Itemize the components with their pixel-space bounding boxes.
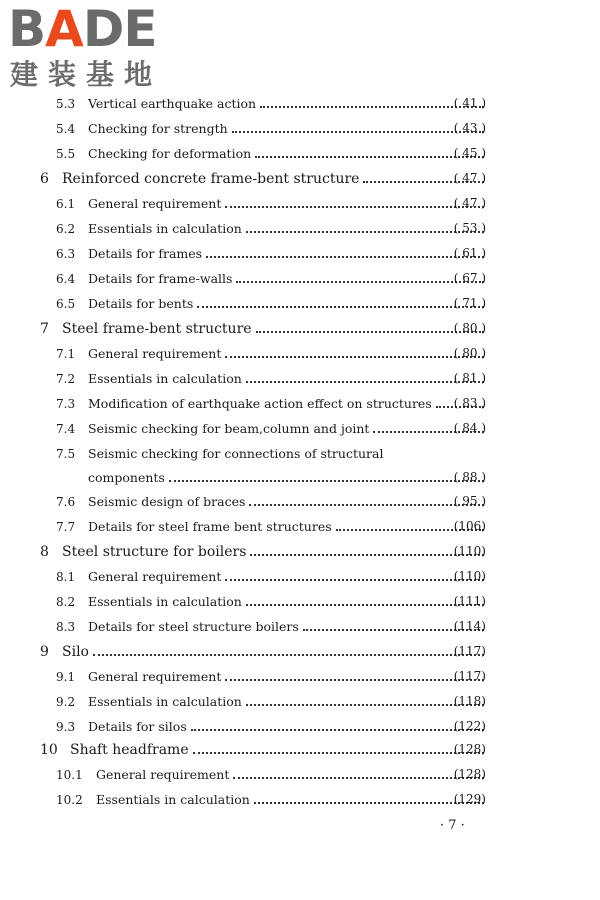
toc-entry-number: 7.7 bbox=[56, 520, 76, 534]
toc-entry-number: 9.2 bbox=[56, 695, 76, 709]
toc-entry-title: Steel frame-bent structure bbox=[62, 321, 252, 337]
toc-entry-page: (114) bbox=[453, 619, 486, 633]
toc-entry-title: Seismic checking for beam,column and joint bbox=[88, 421, 370, 436]
toc-entry-page: ( 84 ) bbox=[453, 421, 486, 435]
toc-entry-page: ( 80 ) bbox=[453, 321, 486, 335]
toc-entry[interactable] bbox=[0, 196, 600, 211]
toc-entry-title: Details for frame-walls bbox=[88, 271, 233, 286]
toc-entry-title: Seismic checking for connections of structural bbox=[88, 446, 384, 461]
toc-entry-page: ( 95 ) bbox=[453, 494, 486, 508]
toc-entry[interactable] bbox=[0, 221, 600, 236]
toc-entry-page: (106) bbox=[453, 519, 486, 533]
toc-entry-page: ( 83 ) bbox=[453, 396, 486, 410]
toc-entry[interactable] bbox=[0, 296, 600, 311]
toc-entry-number: 7.5 bbox=[56, 447, 76, 461]
toc-entry-number: 8.3 bbox=[56, 620, 76, 634]
toc-entry-page: ( 67 ) bbox=[453, 271, 486, 285]
toc-entry-page: ( 45 ) bbox=[453, 146, 486, 160]
toc-entry-page: (118) bbox=[453, 694, 486, 708]
toc-entry-number: 6.1 bbox=[56, 197, 76, 211]
toc-entry[interactable] bbox=[0, 421, 600, 436]
toc-entry[interactable] bbox=[0, 446, 600, 461]
toc-entry-title: Details for frames bbox=[88, 246, 203, 261]
leader-dots bbox=[169, 480, 484, 482]
logo-accent-letter: A bbox=[45, 0, 83, 58]
toc-entry-number: 9.3 bbox=[56, 720, 76, 734]
toc-entry-page: (129) bbox=[453, 792, 486, 806]
toc-entry-title: Vertical earthquake action bbox=[88, 96, 257, 111]
toc-entry[interactable] bbox=[0, 544, 600, 560]
leader-dots bbox=[93, 654, 484, 656]
toc-entry-number: 6 bbox=[40, 171, 49, 187]
toc-entry-continuation bbox=[0, 470, 600, 485]
toc-entry-number: 8 bbox=[40, 544, 49, 560]
toc-entry-number: 6.3 bbox=[56, 247, 76, 261]
toc-entry-number: 6.2 bbox=[56, 222, 76, 236]
toc-entry-title: General requirement bbox=[88, 196, 222, 211]
toc-entry-page: (110) bbox=[453, 569, 486, 583]
toc-entry-title: Seismic design of braces bbox=[88, 494, 246, 509]
toc-entry-title: Essentials in calculation bbox=[88, 221, 242, 236]
toc-entry-title: Checking for deformation bbox=[88, 146, 252, 161]
toc-entry[interactable] bbox=[0, 96, 600, 111]
toc-entry-number: 6.5 bbox=[56, 297, 76, 311]
toc-entry-number: 8.2 bbox=[56, 595, 76, 609]
toc-entry-title: General requirement bbox=[88, 346, 222, 361]
toc-entry-page: ( 71 ) bbox=[453, 296, 486, 310]
toc-entry-number: 9 bbox=[40, 644, 49, 660]
toc-entry-title: Details for steel frame bent structures bbox=[88, 519, 332, 534]
toc-entry[interactable] bbox=[0, 619, 600, 634]
logo-letters-1: B bbox=[8, 0, 46, 58]
toc-entry[interactable] bbox=[0, 271, 600, 286]
toc-entry-number: 10.2 bbox=[56, 793, 83, 807]
toc-entry-page: (128) bbox=[453, 742, 486, 756]
toc-entry-title: Modification of earthquake action effect on structures bbox=[88, 396, 432, 411]
toc-entry-number: 6.4 bbox=[56, 272, 76, 286]
toc-entry[interactable] bbox=[0, 346, 600, 361]
toc-entry-title: Silo bbox=[62, 644, 89, 660]
toc-entry-page: (122) bbox=[453, 719, 486, 733]
toc-entry-page: (110) bbox=[453, 544, 486, 558]
toc-entry[interactable] bbox=[0, 669, 600, 684]
toc-entry[interactable] bbox=[0, 246, 600, 261]
toc-entry-number: 9.1 bbox=[56, 670, 76, 684]
toc-entry-title: Details for steel structure boilers bbox=[88, 619, 299, 634]
toc-entry-title: Essentials in calculation bbox=[88, 371, 242, 386]
toc-entry-number: 5.3 bbox=[56, 97, 76, 111]
toc-entry-number: 7.3 bbox=[56, 397, 76, 411]
logo-chinese-text: 建装基地 bbox=[10, 58, 163, 91]
toc-entry-number: 5.4 bbox=[56, 122, 76, 136]
toc-entry-title: General requirement bbox=[88, 669, 222, 684]
toc-entry-page: ( 80 ) bbox=[453, 346, 486, 360]
toc-entry-number: 7.4 bbox=[56, 422, 76, 436]
toc-entry-number: 10 bbox=[40, 742, 58, 758]
toc-entry[interactable] bbox=[0, 719, 600, 734]
toc-entry-title: Shaft headframe bbox=[70, 742, 189, 758]
toc-entry[interactable] bbox=[0, 792, 600, 807]
toc-entry[interactable] bbox=[0, 321, 600, 337]
toc-entry[interactable] bbox=[0, 371, 600, 386]
toc-entry-title: Steel structure for boilers bbox=[62, 544, 247, 560]
toc-entry-number: 10.1 bbox=[56, 768, 83, 782]
toc-entry-title: Essentials in calculation bbox=[88, 694, 242, 709]
toc-entry-title: Essentials in calculation bbox=[88, 594, 242, 609]
toc-entry-page: ( 47 ) bbox=[453, 171, 486, 185]
toc-entry[interactable] bbox=[0, 146, 600, 161]
toc-entry-page: ( 53 ) bbox=[453, 221, 486, 235]
toc-entry-page: ( 41 ) bbox=[453, 96, 486, 110]
toc-entry-page: (117) bbox=[453, 644, 486, 658]
toc-entry-page: (117) bbox=[453, 669, 486, 683]
logo-letters-2: DE bbox=[82, 0, 157, 58]
toc-entry-page: ( 43 ) bbox=[453, 121, 486, 135]
toc-entry-title: General requirement bbox=[96, 767, 230, 782]
toc-entry[interactable] bbox=[0, 171, 600, 187]
toc-entry[interactable] bbox=[0, 644, 600, 660]
toc-entry-page: ( 81 ) bbox=[453, 371, 486, 385]
toc-entry-page: (111) bbox=[453, 594, 486, 608]
toc-entry[interactable] bbox=[0, 742, 600, 758]
toc-entry-page: ( 88 ) bbox=[453, 470, 486, 484]
toc-entry-title: Checking for strength bbox=[88, 121, 228, 136]
toc-entry[interactable] bbox=[0, 694, 600, 709]
toc-entry-number: 7.2 bbox=[56, 372, 76, 386]
toc-entry-title: Essentials in calculation bbox=[96, 792, 250, 807]
toc-entry[interactable] bbox=[0, 767, 600, 782]
toc-entry-number: 7 bbox=[40, 321, 49, 337]
toc-entry-page: (128) bbox=[453, 767, 486, 781]
toc-entry-title: Details for bents bbox=[88, 296, 194, 311]
toc-entry-page: ( 47 ) bbox=[453, 196, 486, 210]
toc-entry[interactable] bbox=[0, 121, 600, 136]
toc-entry[interactable] bbox=[0, 569, 600, 584]
toc-entry-page: ( 61 ) bbox=[453, 246, 486, 260]
toc-entry[interactable] bbox=[0, 519, 600, 534]
toc-entry-title: General requirement bbox=[88, 569, 222, 584]
toc-entry-number: 7.6 bbox=[56, 495, 76, 509]
toc-entry-title-continued: components bbox=[88, 470, 165, 485]
toc-entry[interactable] bbox=[0, 594, 600, 609]
toc-entry[interactable] bbox=[0, 494, 600, 509]
toc-entry-number: 8.1 bbox=[56, 570, 76, 584]
page-number: · 7 · bbox=[440, 818, 465, 833]
toc-entry-number: 5.5 bbox=[56, 147, 76, 161]
toc-entry-title: Details for silos bbox=[88, 719, 187, 734]
toc-entry-title: Reinforced concrete frame-bent structure bbox=[62, 171, 360, 187]
toc-entry-number: 7.1 bbox=[56, 347, 76, 361]
toc-entry[interactable] bbox=[0, 396, 600, 411]
